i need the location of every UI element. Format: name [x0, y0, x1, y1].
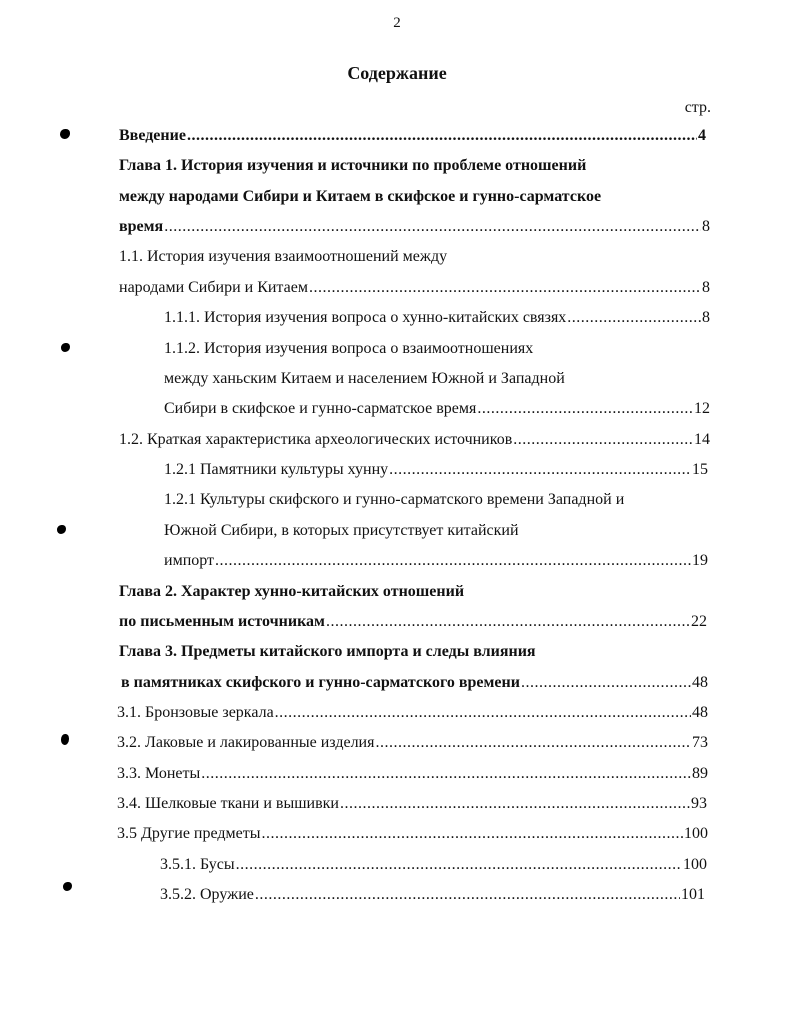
dot-leader: [275, 701, 691, 725]
toc-entry-page: 22: [691, 613, 707, 630]
toc-entry-text: время: [119, 218, 164, 235]
toc-entry-text: импорт: [164, 552, 215, 569]
dot-leader: [164, 215, 701, 239]
toc-entry-page: 15: [692, 461, 708, 478]
toc-entry: Глава 2. Характер хунно-китайских отношений: [119, 583, 465, 600]
toc-entry: [117, 731, 708, 755]
toc-entry: [117, 762, 708, 786]
toc-entry: [160, 853, 707, 877]
toc-entry-text: Введение: [119, 127, 186, 144]
toc-entry: [117, 792, 707, 816]
toc-entry-page: 93: [691, 795, 707, 812]
dot-leader: [389, 458, 691, 482]
toc-entry-text: 1.1.1. История изучения вопроса о хунно-китайских связях: [164, 309, 567, 326]
toc-entry-text: 3.5 Другие предметы: [117, 825, 261, 842]
scan-speck: [63, 882, 72, 891]
toc-entry: [119, 428, 710, 452]
toc-entry: Глава 1. История изучения и источники по проблеме отношений: [119, 157, 587, 174]
toc-entry: [119, 215, 710, 239]
toc-entry-page: 12: [694, 400, 710, 417]
toc-entry: Глава 3. Предметы китайского импорта и следы влияния: [119, 643, 536, 660]
toc-entry: [164, 397, 710, 421]
toc-entry-page: 8: [702, 279, 710, 296]
toc-entry: [164, 549, 708, 573]
toc-entry-text: по письменным источникам: [119, 613, 325, 630]
toc-entry-page: 100: [683, 856, 707, 873]
toc-entry-text: 1.2. Краткая характеристика археологических источников: [119, 431, 513, 448]
dot-leader: [477, 397, 693, 421]
dot-leader: [255, 883, 680, 907]
toc-entry-page: 73: [692, 734, 708, 751]
dot-leader: [567, 306, 701, 330]
toc-entry-text: 3.1. Бронзовые зеркала: [117, 704, 274, 721]
toc-entry: [164, 458, 708, 482]
toc-entry: Южной Сибири, в которых присутствует китайский: [164, 522, 519, 539]
toc-entry-page: 8: [702, 218, 710, 235]
dot-leader: [236, 853, 682, 877]
toc-entry-text: 1.2.1 Памятники культуры хунну: [164, 461, 389, 478]
toc-entry-text: 3.5.1. Бусы: [160, 856, 235, 873]
toc-entry-text: Сибири в скифское и гунно-сарматское время: [164, 400, 477, 417]
toc-entry-page: 48: [692, 674, 708, 691]
toc-entry: 1.1.2. История изучения вопроса о взаимоотношениях: [164, 340, 534, 357]
dot-leader: [187, 124, 697, 148]
toc-entry: [117, 822, 708, 846]
dot-leader: [309, 276, 701, 300]
toc-entry-text: 3.5.2. Оружие: [160, 886, 254, 903]
toc-entry: [119, 276, 710, 300]
scan-speck: [57, 525, 66, 534]
toc-entry-page: 8: [702, 309, 710, 326]
dot-leader: [201, 762, 691, 786]
dot-leader: [513, 428, 693, 452]
toc-entry-page: 14: [694, 431, 710, 448]
dot-leader: [326, 610, 690, 634]
toc-entry: [164, 306, 710, 330]
toc-entry-page: 101: [681, 886, 705, 903]
dot-leader: [375, 731, 691, 755]
toc-entry: 1.1. История изучения взаимоотношений между: [119, 248, 448, 265]
page-number: 2: [393, 15, 401, 31]
page-title: Содержание: [347, 63, 447, 83]
toc-entry-page: 48: [692, 704, 708, 721]
toc-entry: [121, 671, 708, 695]
toc-entry-text: в памятниках скифского и гунно-сарматского времени: [121, 674, 520, 691]
toc-entry: между ханьским Китаем и населением Южной и Западной: [164, 370, 565, 387]
toc-entry: 1.2.1 Культуры скифского и гунно-сарматского времени Западной и: [164, 491, 625, 508]
dot-leader: [262, 822, 684, 846]
toc-entry: [119, 124, 706, 148]
toc-entry: [117, 701, 708, 725]
scan-speck: [61, 343, 70, 352]
toc-entry-page: 19: [692, 552, 708, 569]
toc-entry-page: 4: [698, 127, 706, 144]
toc-entry: между народами Сибири и Китаем в скифское и гунно-сарматское: [119, 188, 602, 205]
scan-speck: [60, 129, 70, 139]
toc-entry-page: 89: [692, 765, 708, 782]
toc-entry: [119, 610, 707, 634]
toc-entry-text: 3.3. Монеты: [117, 765, 201, 782]
toc-entry-text: 3.2. Лаковые и лакированные изделия: [117, 734, 375, 751]
page-column-label: стр.: [684, 99, 711, 116]
dot-leader: [521, 671, 691, 695]
dot-leader: [215, 549, 691, 573]
toc-entry-text: 3.4. Шелковые ткани и вышивки: [117, 795, 339, 812]
dot-leader: [340, 792, 690, 816]
toc-entry: [160, 883, 705, 907]
toc-entry-page: 100: [684, 825, 708, 842]
scan-speck: [61, 734, 69, 745]
toc-entry-text: народами Сибири и Китаем: [119, 279, 308, 296]
